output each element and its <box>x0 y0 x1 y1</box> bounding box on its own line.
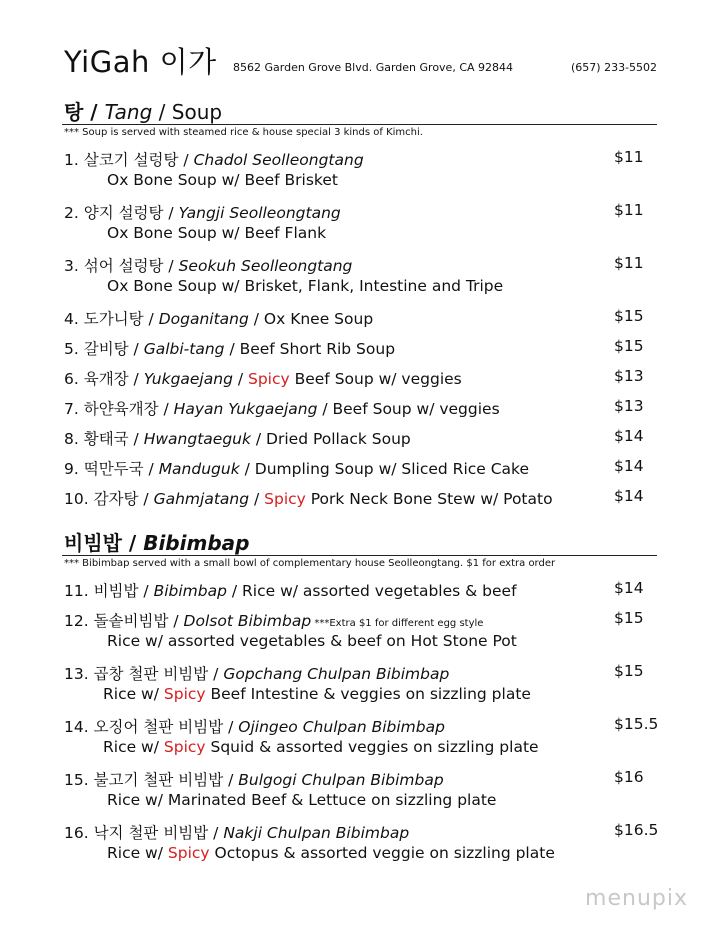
menu-item-11-price: $14 <box>614 579 644 597</box>
desc-prefix: Rice w/ <box>107 844 168 862</box>
menu-item-12-desc: Rice w/ assorted vegetables & beef on Hot Stone Pot <box>107 632 517 650</box>
item-korean: 5. 갈비탕 / <box>64 340 144 358</box>
soup-heading-romanized: Tang <box>104 100 153 124</box>
item-separator: / <box>249 490 265 508</box>
menu-item-16 <box>64 821 409 843</box>
bibimbap-heading-romanized: Bibimbap <box>143 531 250 555</box>
item-romanized: Nakji Chulpan Bibimbap <box>223 824 410 842</box>
menu-item-10 <box>64 487 553 509</box>
menu-item-14-price: $15.5 <box>614 715 659 733</box>
menu-item-2-price: $11 <box>614 201 644 219</box>
menu-item-8 <box>64 427 411 449</box>
menu-item-11 <box>64 579 517 601</box>
item-english: / Ox Knee Soup <box>248 310 374 328</box>
restaurant-phone: (657) 233-5502 <box>571 61 658 74</box>
menu-item-6-price: $13 <box>614 367 644 385</box>
item-romanized: Gopchang Chulpan Bibimbap <box>223 665 450 683</box>
item-english: / Beef Short Rib Soup <box>224 340 396 358</box>
menu-item-13-price: $15 <box>614 662 644 680</box>
menu-item-10-price: $14 <box>614 487 644 505</box>
menu-item-15-desc: Rice w/ Marinated Beef & Lettuce on sizzling plate <box>107 791 497 809</box>
menu-item-9 <box>64 457 529 479</box>
item-korean: 15. 불고기 철판 비빔밥 / <box>64 771 239 789</box>
item-romanized: Bibimbap <box>153 582 227 600</box>
menu-item-1-desc: Ox Bone Soup w/ Beef Brisket <box>107 171 338 189</box>
menu-item-15 <box>64 768 444 790</box>
item-romanized: Chadol Seolleongtang <box>193 151 364 169</box>
menu-item-2-desc: Ox Bone Soup w/ Beef Flank <box>107 224 327 242</box>
menu-item-7-price: $13 <box>614 397 644 415</box>
item-english: / Dried Pollack Soup <box>250 430 411 448</box>
menu-item-8-price: $14 <box>614 427 644 445</box>
item-extra-note: ***Extra $1 for different egg style <box>311 618 484 629</box>
menu-item-6 <box>64 367 462 389</box>
soup-divider <box>62 124 657 125</box>
item-romanized: Hayan Yukgaejang <box>173 400 318 418</box>
menu-item-12-price: $15 <box>614 609 644 627</box>
item-romanized: Manduguk <box>158 460 240 478</box>
desc-prefix: Rice w/ <box>103 685 164 703</box>
menu-item-15-price: $16 <box>614 768 644 786</box>
desc-prefix: Rice w/ <box>103 738 164 756</box>
item-romanized: Gahmjatang <box>153 490 250 508</box>
item-separator: / <box>232 370 248 388</box>
menu-item-13 <box>64 662 449 684</box>
item-korean: 10. 감자탕 / <box>64 490 154 508</box>
item-korean: 2. 양지 설렁탕 / <box>64 204 179 222</box>
desc-suffix: Beef Intestine & veggies on sizzling plate <box>205 685 531 703</box>
item-romanized: Seokuh Seolleongtang <box>178 257 353 275</box>
restaurant-address: 8562 Garden Grove Blvd. Garden Grove, CA 92844 <box>233 61 514 74</box>
spicy-label: Spicy <box>264 490 306 508</box>
item-korean: 1. 살코기 설렁탕 / <box>64 151 194 169</box>
menu-item-9-price: $14 <box>614 457 644 475</box>
item-romanized: Bulgogi Chulpan Bibimbap <box>238 771 444 789</box>
menu-item-3-price: $11 <box>614 254 644 272</box>
bibimbap-heading-korean: 비빔밥 <box>64 531 122 555</box>
spicy-label: Spicy <box>247 370 290 388</box>
menu-item-3 <box>64 254 352 276</box>
menu-item-7 <box>64 397 500 419</box>
item-korean: 4. 도가니탕 / <box>64 310 159 328</box>
item-english: Pork Neck Bone Stew w/ Potato <box>305 490 553 508</box>
menu-item-4 <box>64 307 373 329</box>
soup-heading-separator: / <box>83 100 105 124</box>
menu-item-1 <box>64 148 364 170</box>
menu-item-5 <box>64 337 395 359</box>
item-korean: 6. 육개장 / <box>64 370 144 388</box>
item-romanized: Galbi-tang <box>143 340 225 358</box>
item-korean: 16. 낙지 철판 비빔밥 / <box>64 824 224 842</box>
bibimbap-divider <box>62 555 657 556</box>
item-english: / Rice w/ assorted vegetables & beef <box>226 582 517 600</box>
menu-item-14 <box>64 715 445 737</box>
menu-item-14-desc <box>103 738 539 756</box>
item-korean: 13. 곱창 철판 비빔밥 / <box>64 665 224 683</box>
item-romanized: Doganitang <box>158 310 249 328</box>
menu-item-16-desc <box>107 844 555 862</box>
item-english: Beef Soup w/ veggies <box>289 370 462 388</box>
item-english: / Beef Soup w/ veggies <box>317 400 500 418</box>
soup-heading-english: / Soup <box>152 100 223 124</box>
spicy-label: Spicy <box>167 844 210 862</box>
bibimbap-heading <box>64 527 249 556</box>
item-romanized: Dolsot Bibimbap <box>183 612 312 630</box>
menu-item-4-price: $15 <box>614 307 644 325</box>
menu-item-16-price: $16.5 <box>614 821 659 839</box>
desc-suffix: Octopus & assorted veggie on sizzling plate <box>209 844 555 862</box>
item-korean: 3. 섞어 설렁탕 / <box>64 257 179 275</box>
soup-heading <box>64 96 222 125</box>
soup-heading-korean: 탕 <box>64 100 84 124</box>
bibimbap-note: *** Bibimbap served with a small bowl of complementary house Seolleongtang. $1 for extra order <box>64 558 556 569</box>
menu-item-12 <box>64 609 483 631</box>
restaurant-name: YiGah 이가 <box>64 45 217 79</box>
item-korean: 9. 떡만두국 / <box>64 460 159 478</box>
soup-note: *** Soup is served with steamed rice & house special 3 kinds of Kimchi. <box>64 127 423 138</box>
item-korean: 11. 비빔밥 / <box>64 582 154 600</box>
bibimbap-heading-separator: / <box>121 531 144 555</box>
spicy-label: Spicy <box>163 685 206 703</box>
desc-suffix: Squid & assorted veggies on sizzling plate <box>205 738 539 756</box>
item-romanized: Yangji Seolleongtang <box>178 204 341 222</box>
menu-item-2 <box>64 201 341 223</box>
menu-item-13-desc <box>103 685 531 703</box>
item-romanized: Hwangtaeguk <box>143 430 251 448</box>
item-english: / Dumpling Soup w/ Sliced Rice Cake <box>239 460 530 478</box>
item-romanized: Yukgaejang <box>143 370 233 388</box>
menu-item-5-price: $15 <box>614 337 644 355</box>
menu-item-1-price: $11 <box>614 148 644 166</box>
item-korean: 7. 하얀육개장 / <box>64 400 174 418</box>
item-korean: 12. 돌솥비빔밥 / <box>64 612 184 630</box>
item-korean: 14. 오징어 철판 비빔밥 / <box>64 718 239 736</box>
watermark-logo: menupix <box>585 886 688 911</box>
item-romanized: Ojingeo Chulpan Bibimbap <box>238 718 445 736</box>
item-korean: 8. 황태국 / <box>64 430 144 448</box>
menu-item-3-desc: Ox Bone Soup w/ Brisket, Flank, Intestine and Tripe <box>107 277 504 295</box>
spicy-label: Spicy <box>163 738 206 756</box>
